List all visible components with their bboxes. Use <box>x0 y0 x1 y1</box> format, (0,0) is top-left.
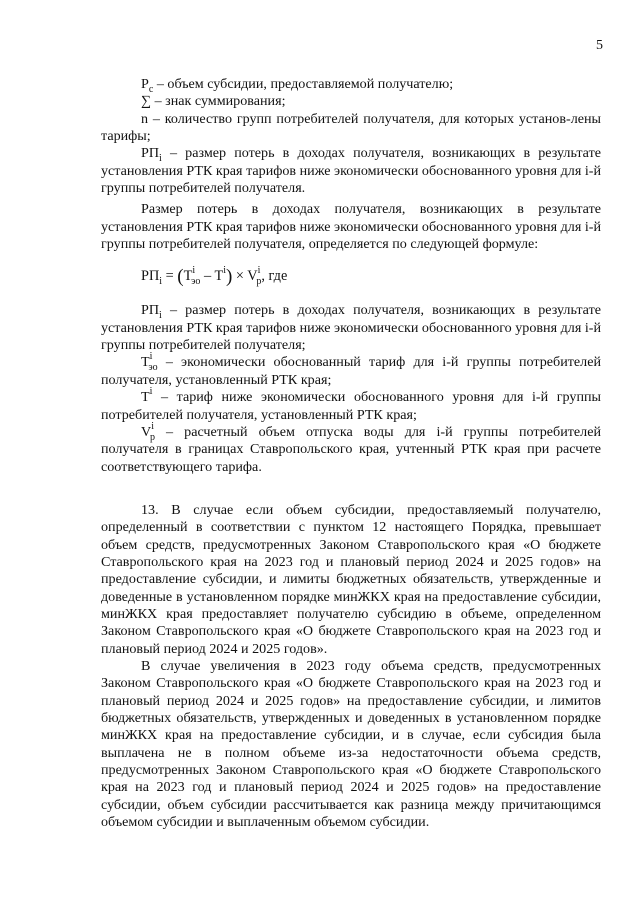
formula: $РП_i = (T^i_{эо} - T^i) \times V^i_р$, где <box>141 265 288 288</box>
def-sum: ∑ – знак суммирования; <box>141 93 286 110</box>
def-teo: $T^i_{эо}$ – экономически обоснованный тариф для i-й группы потребителей получателя, установленный РТК края; <box>101 351 601 388</box>
paragraph-increase: В случае увеличения в 2023 году объема средств, предусмотренных Законом Ставропольского края «О бюджете Ставропольского края на 2023 год и плановый период 2024 и 2025 годов» на предоставление субсидии, и лимитов бюджетных обязательств, утвержденных и доведенных в установленном порядке минЖКХ края на предоставление субсидии, и в случае, если субсидия была выплачена не в полном объеме из-за недостаточности объема средств, предусмотренных Законом Ставропольского края «О бюджете Ставропольского края на 2023 год и плановый период 2024 и 2025 годов» на предоставление субсидии, объем субсидии рассчитывается как разница между причитающимся объемом субсидии и выплаченным объемом субсидии. <box>101 657 601 831</box>
formula-intro: Размер потерь в доходах получателя, возникающих в результате установления РТК края тарифов ниже экономически обоснованного уровня для i-й группы потребителей получателя, определяется по следующей формуле: <box>101 201 601 253</box>
def-v: $V^i_р$ – расчетный объем отпуска воды для i-й группы потребителей получателя в границах Ставропольского края, учтенный РТК края при расчете соответствующего тарифа. <box>101 420 601 475</box>
def-rp-b: $РП_i$ – размер потерь в доходах получателя, возникающих в результате установления РТК края тарифов ниже экономически обоснованного уровня для i-й группы потребителей получателя; <box>101 302 601 354</box>
page-number: 5 <box>596 38 603 53</box>
def-rp-a: $РП_i$ – размер потерь в доходах получателя, возникающих в результате установления РТК края тарифов ниже экономически обоснованного уровня для i-й группы потребителей получателя. <box>101 145 601 197</box>
def-ti: $T^i$ – тариф ниже экономически обоснованного уровня для i-й группы потребителей получателя, установленный РТК края; <box>101 386 601 423</box>
document-body <box>101 76 601 831</box>
paragraph-13: 13. В случае если объем субсидии, предоставляемый получателю, определенный в соответствии с пунктом 12 настоящего Порядка, превышает объем средств, предусмотренных Законом Ставропольского края «О бюджете Ставропольского края на 2023 год и плановый период 2024 и 2025 годов» на предоставление субсидии, и лимиты бюджетных обязательств, утвержденные и доведенные в установленном порядке минЖКХ края на предоставление субсидии, минЖКХ края предоставляет получателю субсидию в объеме, определенном Законом Ставропольского края «О бюджете Ставропольского края на 2023 год и плановый период 2024 и 2025 годов». <box>101 501 601 657</box>
def-n: n – количество групп потребителей получателя, для которых установ-лены тарифы; <box>101 110 601 145</box>
def-pc: $Р_с$ – объем субсидии, предоставляемой получателю; <box>141 76 454 95</box>
